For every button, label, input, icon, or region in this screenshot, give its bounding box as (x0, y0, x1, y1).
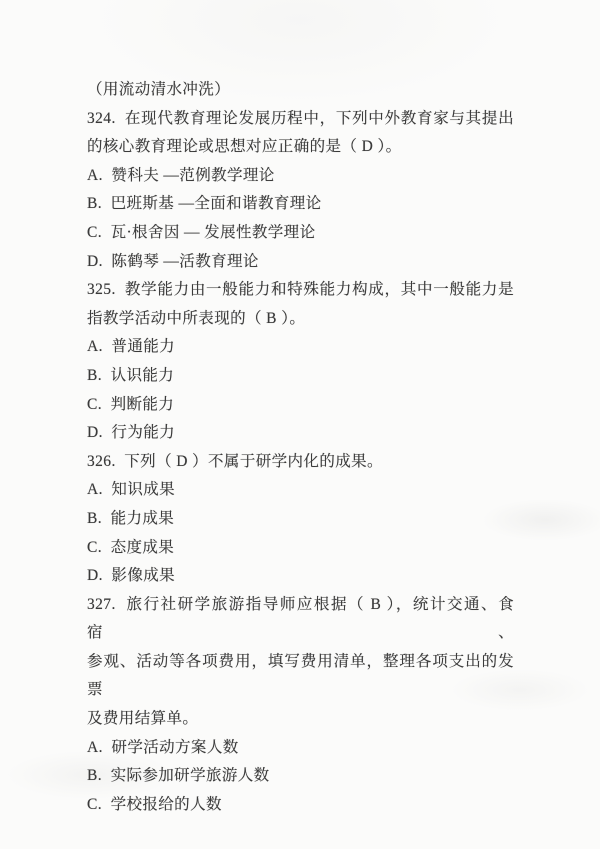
question-327-stem-line-3: 及费用结算单。 (87, 710, 199, 728)
question-326-option-d: D. 影像成果 (87, 567, 176, 585)
question-327 (87, 591, 514, 820)
question-325-stem-line-2: 指教学活动中所表现的（ B ）。 (87, 309, 306, 327)
question-325-option-a: A. 普通能力 (87, 338, 176, 356)
question-327-option-a: A. 研学活动方案人数 (87, 738, 239, 756)
question-326-option-c: C. 态度成果 (87, 538, 175, 556)
question-327-stem-line-2: 参观、活动等各项费用，填写费用清单，整理各项支出的发票 (87, 652, 514, 699)
question-324-stem-line-1: 324. 在现代教育理论发展历程中，下列中外教育家与其提出 (87, 109, 514, 127)
question-326-option-b: B. 能力成果 (87, 509, 175, 527)
question-326-option-a: A. 知识成果 (87, 481, 176, 499)
question-325-option-c: C. 判断能力 (87, 395, 175, 413)
question-327-option-c: C. 学校报给的人数 (87, 795, 222, 813)
question-324-option-b: B. 巴班斯基 —全面和谐教育理论 (87, 195, 322, 213)
question-324 (87, 105, 514, 277)
intro-continuation-line: （用流动清水冲洗） (87, 81, 231, 98)
exam-text-block (87, 76, 514, 819)
question-324-option-d: D. 陈鹤琴 —活教育理论 (87, 252, 259, 270)
question-324-option-a: A. 赞科夫 —范例教学理论 (87, 166, 275, 184)
question-327-stem-line-1: 327. 旅行社研学旅游指导师应根据（ B ），统计交通、食宿、 (87, 595, 514, 642)
question-324-option-c: C. 瓦·根舍因 — 发展性教学理论 (87, 223, 316, 241)
question-325-option-d: D. 行为能力 (87, 424, 176, 442)
question-326 (87, 448, 514, 591)
question-325-stem-line-1: 325. 教学能力由一般能力和特殊能力构成，其中一般能力是 (87, 281, 514, 299)
question-325 (87, 276, 514, 448)
question-327-option-b: B. 实际参加研学旅游人数 (87, 767, 270, 785)
question-325-option-b: B. 认识能力 (87, 366, 175, 384)
question-326-stem-line-1: 326. 下列（ D ）不属于研学内化的成果。 (87, 452, 383, 470)
question-324-stem-line-2: 的核心教育理论或思想对应正确的是（ D ）。 (87, 138, 402, 156)
